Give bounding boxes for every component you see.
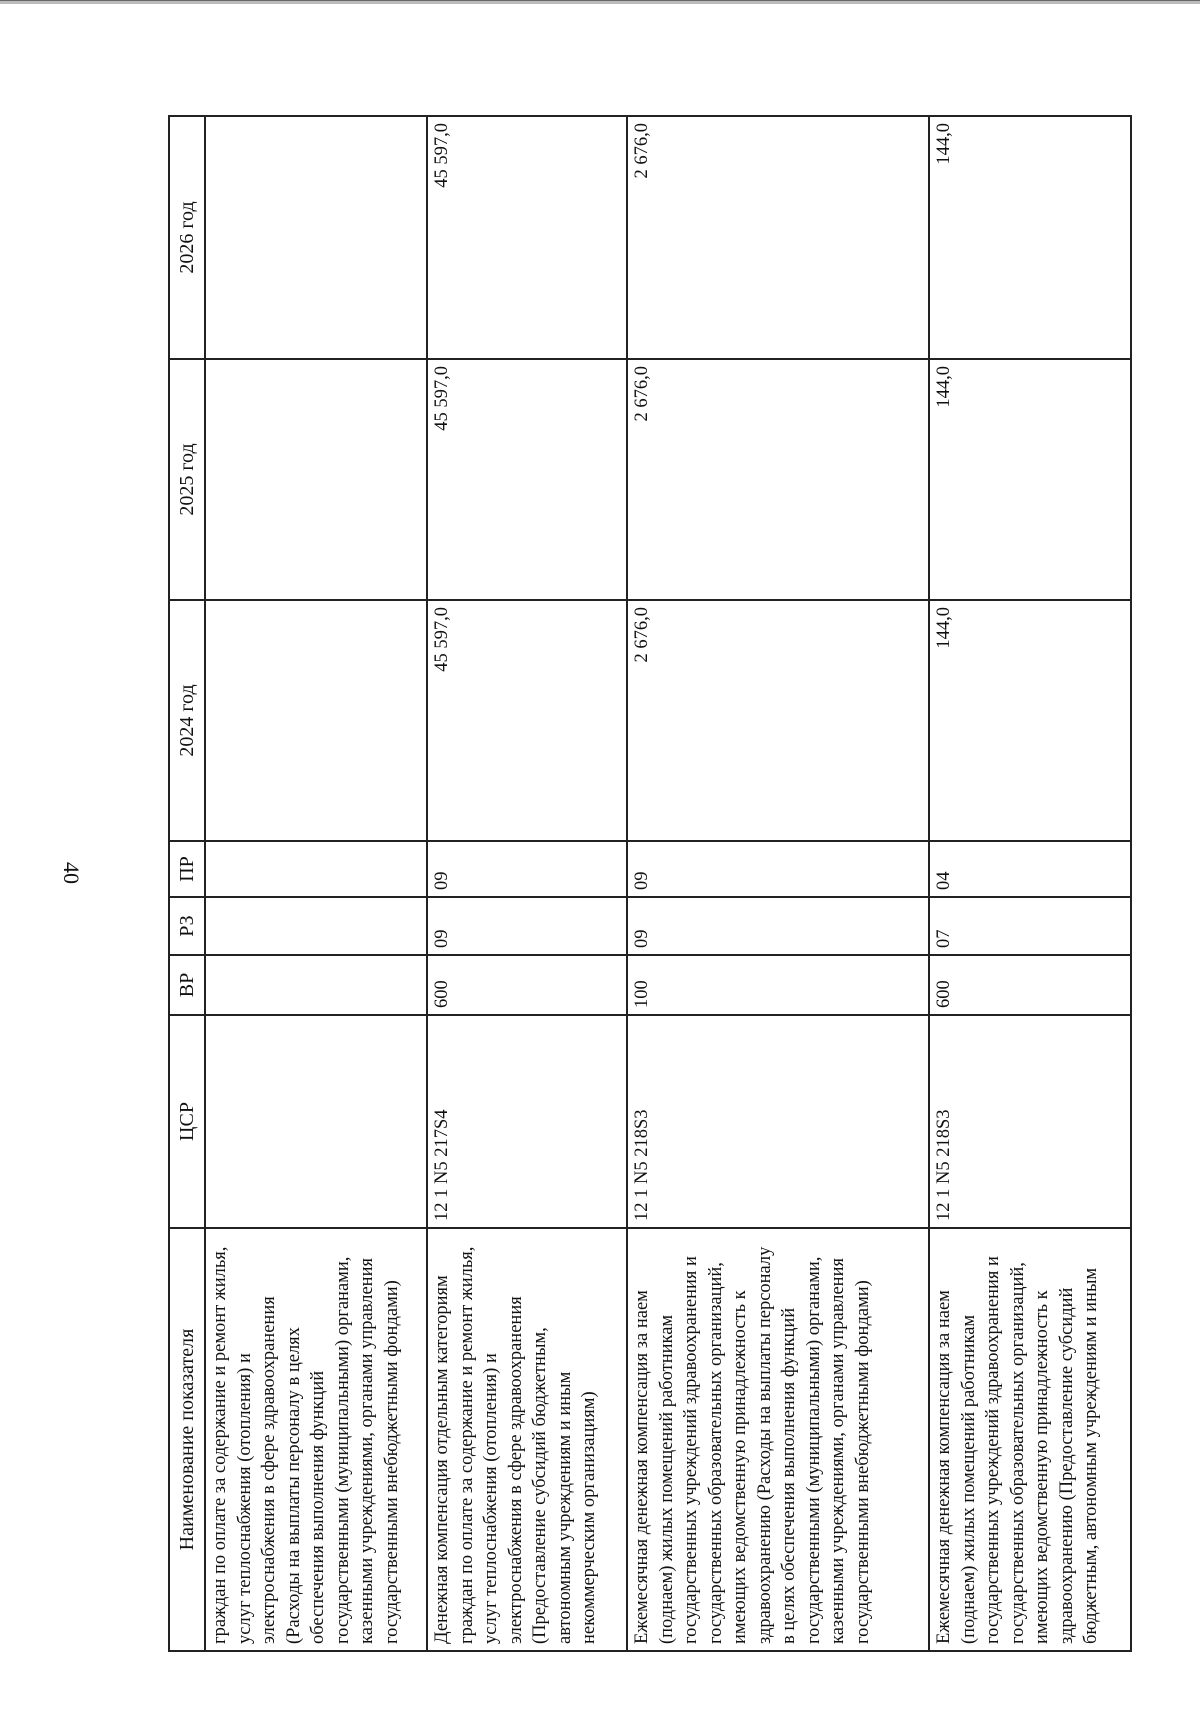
row-2024: 2 676,0 (627, 600, 929, 841)
row-name: Денежная компенсация отдельным категориям граждан по оплате за содержание и ремонт жилья, услуг теплоснабжения (отопления) и электроснабжения в сфере здравоохранения (Предоставление субсидий бюджетным, автономным учреждениям и иным некоммерческим организациям) (427, 1228, 627, 1651)
row-2026: 45 597,0 (427, 116, 627, 359)
row-name: Ежемесячная денежная компенсация за наем (поднаем) жилых помещений работникам государственных учреждений здравоохранения и государственных образовательных организаций, имеющих ведомственную принадлежность к здравоохранению (Расходы на выплаты персоналу в целях обеспечения выполнения функций государственными (муниципальными) органами, казенными учреждениями, органами управления государственными внебюджетными фондами) (627, 1228, 929, 1651)
row-2026 (205, 116, 427, 359)
row-2024: 45 597,0 (427, 600, 627, 841)
row-2025: 144,0 (929, 359, 1131, 600)
header-2026: 2026 год (169, 116, 205, 359)
row-name: Ежемесячная денежная компенсация за наем (поднаем) жилых помещений работникам государственных учреждений здравоохранения и государственных образовательных организаций, имеющих ведомственную принадлежность к здравоохранению (Предоставление субсидий бюджетным, автономным учреждениям и иным (929, 1228, 1131, 1651)
row-csr: 12 1 N5 217S4 (427, 1015, 627, 1228)
header-vr: ВР (169, 955, 205, 1015)
header-rz: РЗ (169, 897, 205, 955)
row-2025: 45 597,0 (427, 359, 627, 600)
row-2025 (205, 359, 427, 600)
row-rz: 07 (929, 897, 1131, 955)
row-vr: 600 (929, 955, 1131, 1015)
row-pr: 09 (427, 841, 627, 897)
row-rz: 09 (627, 897, 929, 955)
row-2024: 144,0 (929, 600, 1131, 841)
row-csr: 12 1 N5 218S3 (627, 1015, 929, 1228)
row-rz (205, 897, 427, 955)
header-pr: ПР (169, 841, 205, 897)
row-csr (205, 1015, 427, 1228)
table-row (427, 116, 627, 1651)
row-pr: 04 (929, 841, 1131, 897)
row-vr (205, 955, 427, 1015)
header-name: Наименование показателя (169, 1228, 205, 1651)
rotated-table-container (168, 117, 1132, 1652)
row-rz: 09 (427, 897, 627, 955)
scan-line (0, 0, 1200, 1)
row-csr: 12 1 N5 218S3 (929, 1015, 1131, 1228)
table-row (205, 116, 427, 1651)
table-row (627, 116, 929, 1651)
row-pr: 09 (627, 841, 929, 897)
row-vr: 600 (427, 955, 627, 1015)
row-2025: 2 676,0 (627, 359, 929, 600)
budget-table (168, 115, 1132, 1652)
row-pr (205, 841, 427, 897)
row-2026: 2 676,0 (627, 116, 929, 359)
row-vr: 100 (627, 955, 929, 1015)
header-row (169, 116, 205, 1651)
header-2025: 2025 год (169, 359, 205, 600)
table-row (929, 116, 1131, 1651)
row-2026: 144,0 (929, 116, 1131, 359)
header-2024: 2024 год (169, 600, 205, 841)
row-name: граждан по оплате за содержание и ремонт жилья, услуг теплоснабжения (отопления) и электроснабжения в сфере здравоохранения (Расходы на выплаты персоналу в целях обеспечения выполнения функций государственными (муниципальными) органами, казенными учреждениями, органами управления государственными внебюджетными фондами) (205, 1228, 427, 1651)
header-csr: ЦСР (169, 1015, 205, 1228)
row-2024 (205, 600, 427, 841)
page-number: 40 (59, 862, 84, 884)
